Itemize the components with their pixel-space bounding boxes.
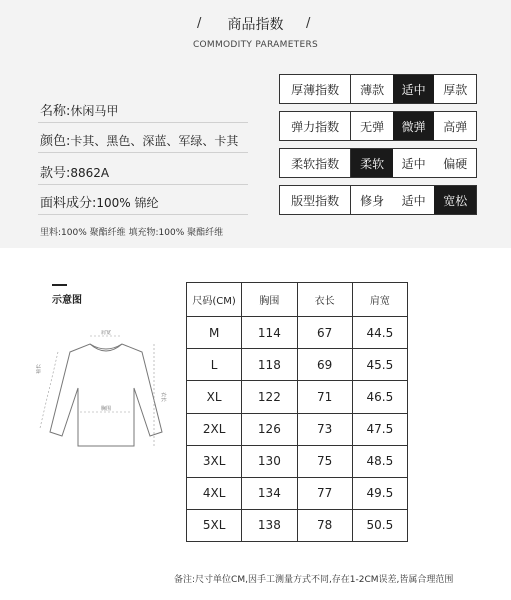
header-chest: 胸围 <box>242 283 297 317</box>
param-fit <box>279 185 477 215</box>
cell-length: 71 <box>297 381 352 413</box>
cell-length: 77 <box>297 477 352 509</box>
table-row <box>187 445 408 477</box>
param-softness-option: 偏硬 <box>443 156 468 171</box>
cell-size: XL <box>187 381 242 413</box>
cell-chest: 122 <box>242 381 297 413</box>
product-name <box>40 100 118 119</box>
cell-size: M <box>187 317 242 349</box>
footnote: 备注:尺寸单位CM,因手工测量方式不同,存在1-2CM误差,皆属合理范围 <box>174 575 454 585</box>
size-table-header <box>187 283 408 317</box>
param-fit-option: 适中 <box>401 193 426 208</box>
chest-label: 胸围 <box>100 406 112 412</box>
cell-size: 3XL <box>187 445 242 477</box>
cell-size: 5XL <box>187 509 242 541</box>
table-row <box>187 477 408 509</box>
table-row <box>187 317 408 349</box>
param-softness-option: 适中 <box>401 156 426 171</box>
sleeve-label: 袖长 <box>36 363 42 374</box>
sketch-title: 示意图 <box>52 295 82 306</box>
cell-chest: 134 <box>242 477 297 509</box>
param-thickness-option: 适中 <box>393 75 435 103</box>
title-slash-right: / <box>306 16 311 31</box>
sketch-title-bar <box>52 284 67 286</box>
cell-shoulder: 45.5 <box>352 349 407 381</box>
table-row <box>187 381 408 413</box>
param-thickness <box>279 74 477 104</box>
cell-shoulder: 44.5 <box>352 317 407 349</box>
length-label: 衣长 <box>160 392 166 403</box>
cell-size: L <box>187 349 242 381</box>
param-softness-name: 柔软指数 <box>280 149 351 177</box>
product-colors <box>40 130 238 149</box>
cell-length: 75 <box>297 445 352 477</box>
product-sku-label: 款号: <box>40 166 71 181</box>
section-title: 商品指数 <box>227 17 284 33</box>
param-softness-option: 柔软 <box>351 149 393 177</box>
divider <box>38 122 248 123</box>
cell-chest: 126 <box>242 413 297 445</box>
param-elasticity-option: 微弹 <box>393 112 435 140</box>
garment-sketch <box>36 330 176 460</box>
divider <box>38 214 248 215</box>
cell-shoulder: 49.5 <box>352 477 407 509</box>
param-softness <box>279 148 477 178</box>
param-thickness-option: 厚款 <box>443 82 468 97</box>
param-fit-name: 版型指数 <box>280 186 351 214</box>
cell-length: 73 <box>297 413 352 445</box>
product-colors-value: 卡其、黑色、深蓝、军绿、卡其 <box>70 134 239 148</box>
product-sku-value: 8862A <box>70 166 110 180</box>
header-length: 衣长 <box>297 283 352 317</box>
param-elasticity-option: 高弹 <box>443 119 468 134</box>
product-name-label: 名称: <box>40 104 71 119</box>
param-fit-option: 宽松 <box>434 186 476 214</box>
product-material <box>40 192 159 211</box>
param-elasticity-name: 弹力指数 <box>280 112 351 140</box>
header-shoulder: 肩宽 <box>352 283 407 317</box>
cell-chest: 130 <box>242 445 297 477</box>
title-slash-left: / <box>197 16 202 31</box>
cell-size: 4XL <box>187 477 242 509</box>
product-name-value: 休闲马甲 <box>70 104 119 118</box>
cell-shoulder: 46.5 <box>352 381 407 413</box>
divider <box>38 184 248 185</box>
table-row <box>187 509 408 541</box>
cell-chest: 118 <box>242 349 297 381</box>
cell-chest: 114 <box>242 317 297 349</box>
header-size: 尺码(CM) <box>187 283 242 317</box>
cell-length: 67 <box>297 317 352 349</box>
cell-chest: 138 <box>242 509 297 541</box>
table-row <box>187 413 408 445</box>
param-elasticity-option: 无弹 <box>360 119 385 134</box>
shoulder-label: 肩宽 <box>100 330 112 336</box>
table-row <box>187 349 408 381</box>
section-subtitle: COMMODITY PARAMETERS <box>192 40 319 50</box>
material-note: 里料:100% 聚酯纤维 填充物:100% 聚酯纤维 <box>40 228 224 238</box>
cell-size: 2XL <box>187 413 242 445</box>
cell-length: 78 <box>297 509 352 541</box>
param-elasticity <box>279 111 477 141</box>
product-material-value: 100% 锦纶 <box>96 196 159 210</box>
product-colors-label: 颜色: <box>40 134 71 149</box>
cell-shoulder: 48.5 <box>352 445 407 477</box>
product-sku <box>40 162 109 181</box>
cell-shoulder: 47.5 <box>352 413 407 445</box>
sleeve-measure-line <box>40 352 58 428</box>
cell-shoulder: 50.5 <box>352 509 407 541</box>
neckline <box>90 344 122 351</box>
sweater-outline <box>50 344 162 446</box>
product-material-label: 面料成分: <box>40 196 97 211</box>
cell-length: 69 <box>297 349 352 381</box>
param-fit-option: 修身 <box>360 193 385 208</box>
param-thickness-option: 薄款 <box>360 82 385 97</box>
param-thickness-name: 厚薄指数 <box>280 75 351 103</box>
divider <box>38 152 248 153</box>
size-table <box>186 282 408 542</box>
